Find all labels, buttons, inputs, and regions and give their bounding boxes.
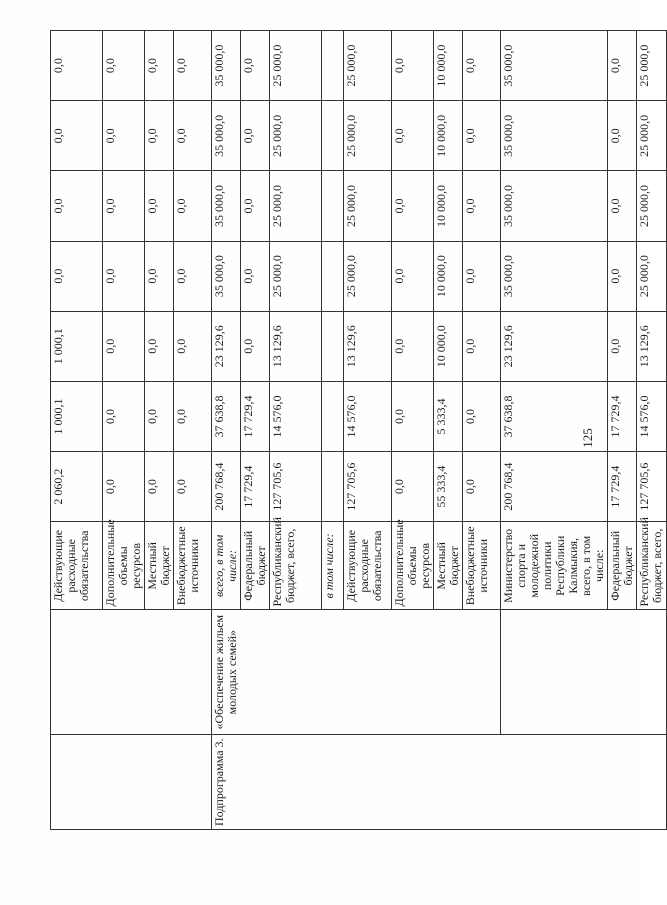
value-cell: 35 000,0 (501, 241, 608, 311)
row-label: Местный бюджет (145, 522, 174, 610)
value-cell: 25 000,0 (637, 171, 667, 241)
title-cell-empty (501, 610, 667, 734)
value-cell: 0,0 (463, 171, 501, 241)
program-cell-empty (51, 734, 212, 829)
value-cell: 0,0 (392, 452, 434, 522)
value-cell: 25 000,0 (270, 31, 322, 101)
budget-table (50, 30, 667, 830)
value-cell: 0,0 (103, 452, 145, 522)
value-cell: 0,0 (51, 31, 103, 101)
value-cell: 0,0 (174, 241, 212, 311)
value-cell: 25 000,0 (344, 101, 392, 171)
row-label: Федеральный бюджет (608, 522, 637, 610)
value-cell: 13 129,6 (270, 311, 322, 381)
value-cell: 0,0 (392, 31, 434, 101)
row-label: Действующие расходные обязательства (51, 522, 103, 610)
value-cell: 35 000,0 (212, 31, 241, 101)
program-label: Подпрограмма 3. (212, 734, 667, 829)
value-cell: 37 638,8 (501, 381, 608, 451)
value-cell: 35 000,0 (212, 171, 241, 241)
value-cell: 35 000,0 (212, 241, 241, 311)
value-cell: 0,0 (392, 311, 434, 381)
value-cell: 0,0 (145, 101, 174, 171)
value-cell: 0,0 (174, 171, 212, 241)
value-cell: 0,0 (463, 31, 501, 101)
table-row (51, 31, 103, 830)
page-number: 125 (579, 428, 595, 448)
value-cell (322, 241, 344, 311)
value-cell: 13 129,6 (344, 311, 392, 381)
value-cell: 0,0 (174, 452, 212, 522)
value-cell: 0,0 (174, 31, 212, 101)
value-cell: 1 000,1 (51, 311, 103, 381)
value-cell: 0,0 (51, 171, 103, 241)
value-cell (322, 171, 344, 241)
value-cell: 0,0 (103, 31, 145, 101)
value-cell: 0,0 (145, 452, 174, 522)
value-cell: 127 705,6 (270, 452, 322, 522)
value-cell: 0,0 (241, 241, 270, 311)
value-cell: 0,0 (51, 241, 103, 311)
value-cell: 0,0 (392, 381, 434, 451)
value-cell: 0,0 (241, 31, 270, 101)
value-cell: 0,0 (463, 381, 501, 451)
value-cell: 25 000,0 (344, 241, 392, 311)
value-cell: 17 729,4 (241, 452, 270, 522)
row-label: Федеральный бюджет (241, 522, 270, 610)
value-cell: 0,0 (392, 101, 434, 171)
value-cell: 1 000,1 (51, 381, 103, 451)
value-cell: 0,0 (174, 381, 212, 451)
value-cell: 25 000,0 (637, 31, 667, 101)
value-cell: 0,0 (145, 171, 174, 241)
value-cell: 10 000,0 (434, 31, 463, 101)
value-cell: 0,0 (392, 171, 434, 241)
row-label: Местный бюджет (434, 522, 463, 610)
value-cell: 0,0 (145, 311, 174, 381)
value-cell: 23 129,6 (212, 311, 241, 381)
value-cell (322, 101, 344, 171)
value-cell: 0,0 (103, 171, 145, 241)
value-cell: 0,0 (463, 311, 501, 381)
value-cell: 10 000,0 (434, 171, 463, 241)
row-label: Внебюджетные источники (463, 522, 501, 610)
value-cell (322, 452, 344, 522)
table-row (212, 31, 241, 830)
value-cell: 0,0 (463, 101, 501, 171)
value-cell: 0,0 (608, 31, 637, 101)
value-cell: 14 576,0 (637, 381, 667, 451)
value-cell: 0,0 (463, 241, 501, 311)
value-cell: 0,0 (241, 101, 270, 171)
value-cell: 0,0 (241, 311, 270, 381)
value-cell: 14 576,0 (270, 381, 322, 451)
value-cell: 10 000,0 (434, 241, 463, 311)
value-cell: 0,0 (51, 101, 103, 171)
value-cell: 0,0 (145, 241, 174, 311)
value-cell: 25 000,0 (637, 101, 667, 171)
value-cell: 0,0 (103, 311, 145, 381)
value-cell: 0,0 (608, 311, 637, 381)
row-label: Республиканский бюджет, всего, (270, 522, 322, 610)
row-label: Дополнительные объемы ресурсов (392, 522, 434, 610)
value-cell: 17 729,4 (608, 452, 637, 522)
value-cell: 0,0 (103, 241, 145, 311)
value-cell: 10 000,0 (434, 101, 463, 171)
value-cell: 55 333,4 (434, 452, 463, 522)
value-cell: 5 333,4 (434, 381, 463, 451)
value-cell: 17 729,4 (608, 381, 637, 451)
value-cell: 0,0 (145, 31, 174, 101)
value-cell: 10 000,0 (434, 311, 463, 381)
value-cell: 0,0 (145, 381, 174, 451)
value-cell: 35 000,0 (501, 171, 608, 241)
value-cell: 0,0 (174, 311, 212, 381)
value-cell: 13 129,6 (637, 311, 667, 381)
title-cell-empty (51, 610, 212, 734)
value-cell: 0,0 (103, 101, 145, 171)
row-label: Министерство спорта и молодежной политики Республики Калмыкия, всего, в том числе: (501, 522, 608, 610)
value-cell: 25 000,0 (344, 171, 392, 241)
value-cell: 25 000,0 (270, 171, 322, 241)
value-cell: 0,0 (392, 241, 434, 311)
value-cell: 200 768,4 (501, 452, 608, 522)
value-cell (322, 311, 344, 381)
row-label: Внебюджетные источники (174, 522, 212, 610)
row-label: Действующие расходные обязательства (344, 522, 392, 610)
value-cell: 25 000,0 (344, 31, 392, 101)
value-cell: 37 638,8 (212, 381, 241, 451)
value-cell: 0,0 (463, 452, 501, 522)
value-cell: 200 768,4 (212, 452, 241, 522)
row-label: Республиканский бюджет, всего, (637, 522, 667, 610)
program-title: «Обеспечение жильем молодых семей» (212, 610, 501, 734)
value-cell (322, 381, 344, 451)
row-label: Дополнительные объемы ресурсов (103, 522, 145, 610)
value-cell: 17 729,4 (241, 381, 270, 451)
value-cell: 0,0 (608, 241, 637, 311)
row-label: всего, в том числе: (212, 522, 241, 610)
row-label: в том числе: (322, 522, 344, 610)
value-cell: 35 000,0 (501, 31, 608, 101)
value-cell: 35 000,0 (501, 101, 608, 171)
value-cell: 127 705,6 (637, 452, 667, 522)
value-cell (322, 31, 344, 101)
value-cell: 23 129,6 (501, 311, 608, 381)
value-cell: 0,0 (174, 101, 212, 171)
value-cell: 2 060,2 (51, 452, 103, 522)
value-cell: 0,0 (241, 171, 270, 241)
value-cell: 25 000,0 (270, 241, 322, 311)
value-cell: 25 000,0 (270, 101, 322, 171)
value-cell: 35 000,0 (212, 101, 241, 171)
value-cell: 14 576,0 (344, 381, 392, 451)
value-cell: 25 000,0 (637, 241, 667, 311)
value-cell: 127 705,6 (344, 452, 392, 522)
value-cell: 0,0 (103, 381, 145, 451)
value-cell: 0,0 (608, 101, 637, 171)
value-cell: 0,0 (608, 171, 637, 241)
